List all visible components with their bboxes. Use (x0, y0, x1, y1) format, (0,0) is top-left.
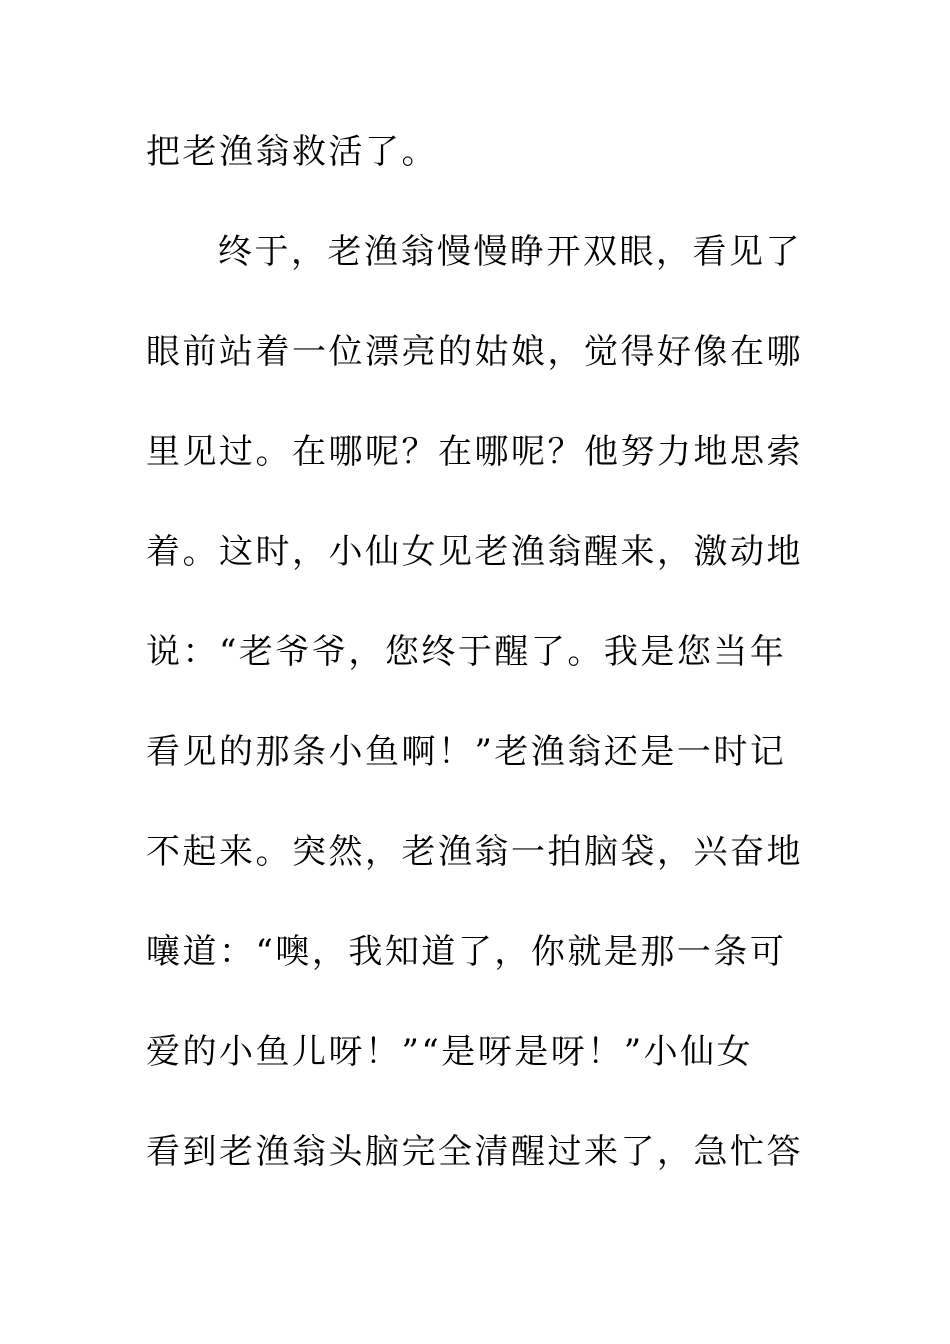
text-line-6: 说：“老爷爷，您终于醒了。我是您当年 (146, 632, 787, 672)
text-line-2: 终于，老渔翁慢慢睁开双眼，看见了 (218, 232, 802, 272)
text-line-8: 不起来。突然，老渔翁一拍脑袋，兴奋地 (146, 832, 803, 872)
text-line-4: 里见过。在哪呢？在哪呢？他努力地思索 (146, 432, 803, 472)
text-line-11: 看到老渔翁头脑完全清醒过来了，急忙答 (146, 1132, 803, 1172)
text-line-10: 爱的小鱼儿呀！”“是呀是呀！”小仙女 (146, 1032, 754, 1072)
text-line-7: 看见的那条小鱼啊！”老渔翁还是一时记 (146, 732, 787, 772)
text-line-9: 嚷道：“噢，我知道了，你就是那一条可 (146, 932, 787, 972)
text-line-5: 着。这时，小仙女见老渔翁醒来，激动地 (146, 532, 803, 572)
text-line-1: 把老渔翁救活了。 (146, 132, 438, 172)
text-line-3: 眼前站着一位漂亮的姑娘，觉得好像在哪 (146, 332, 803, 372)
